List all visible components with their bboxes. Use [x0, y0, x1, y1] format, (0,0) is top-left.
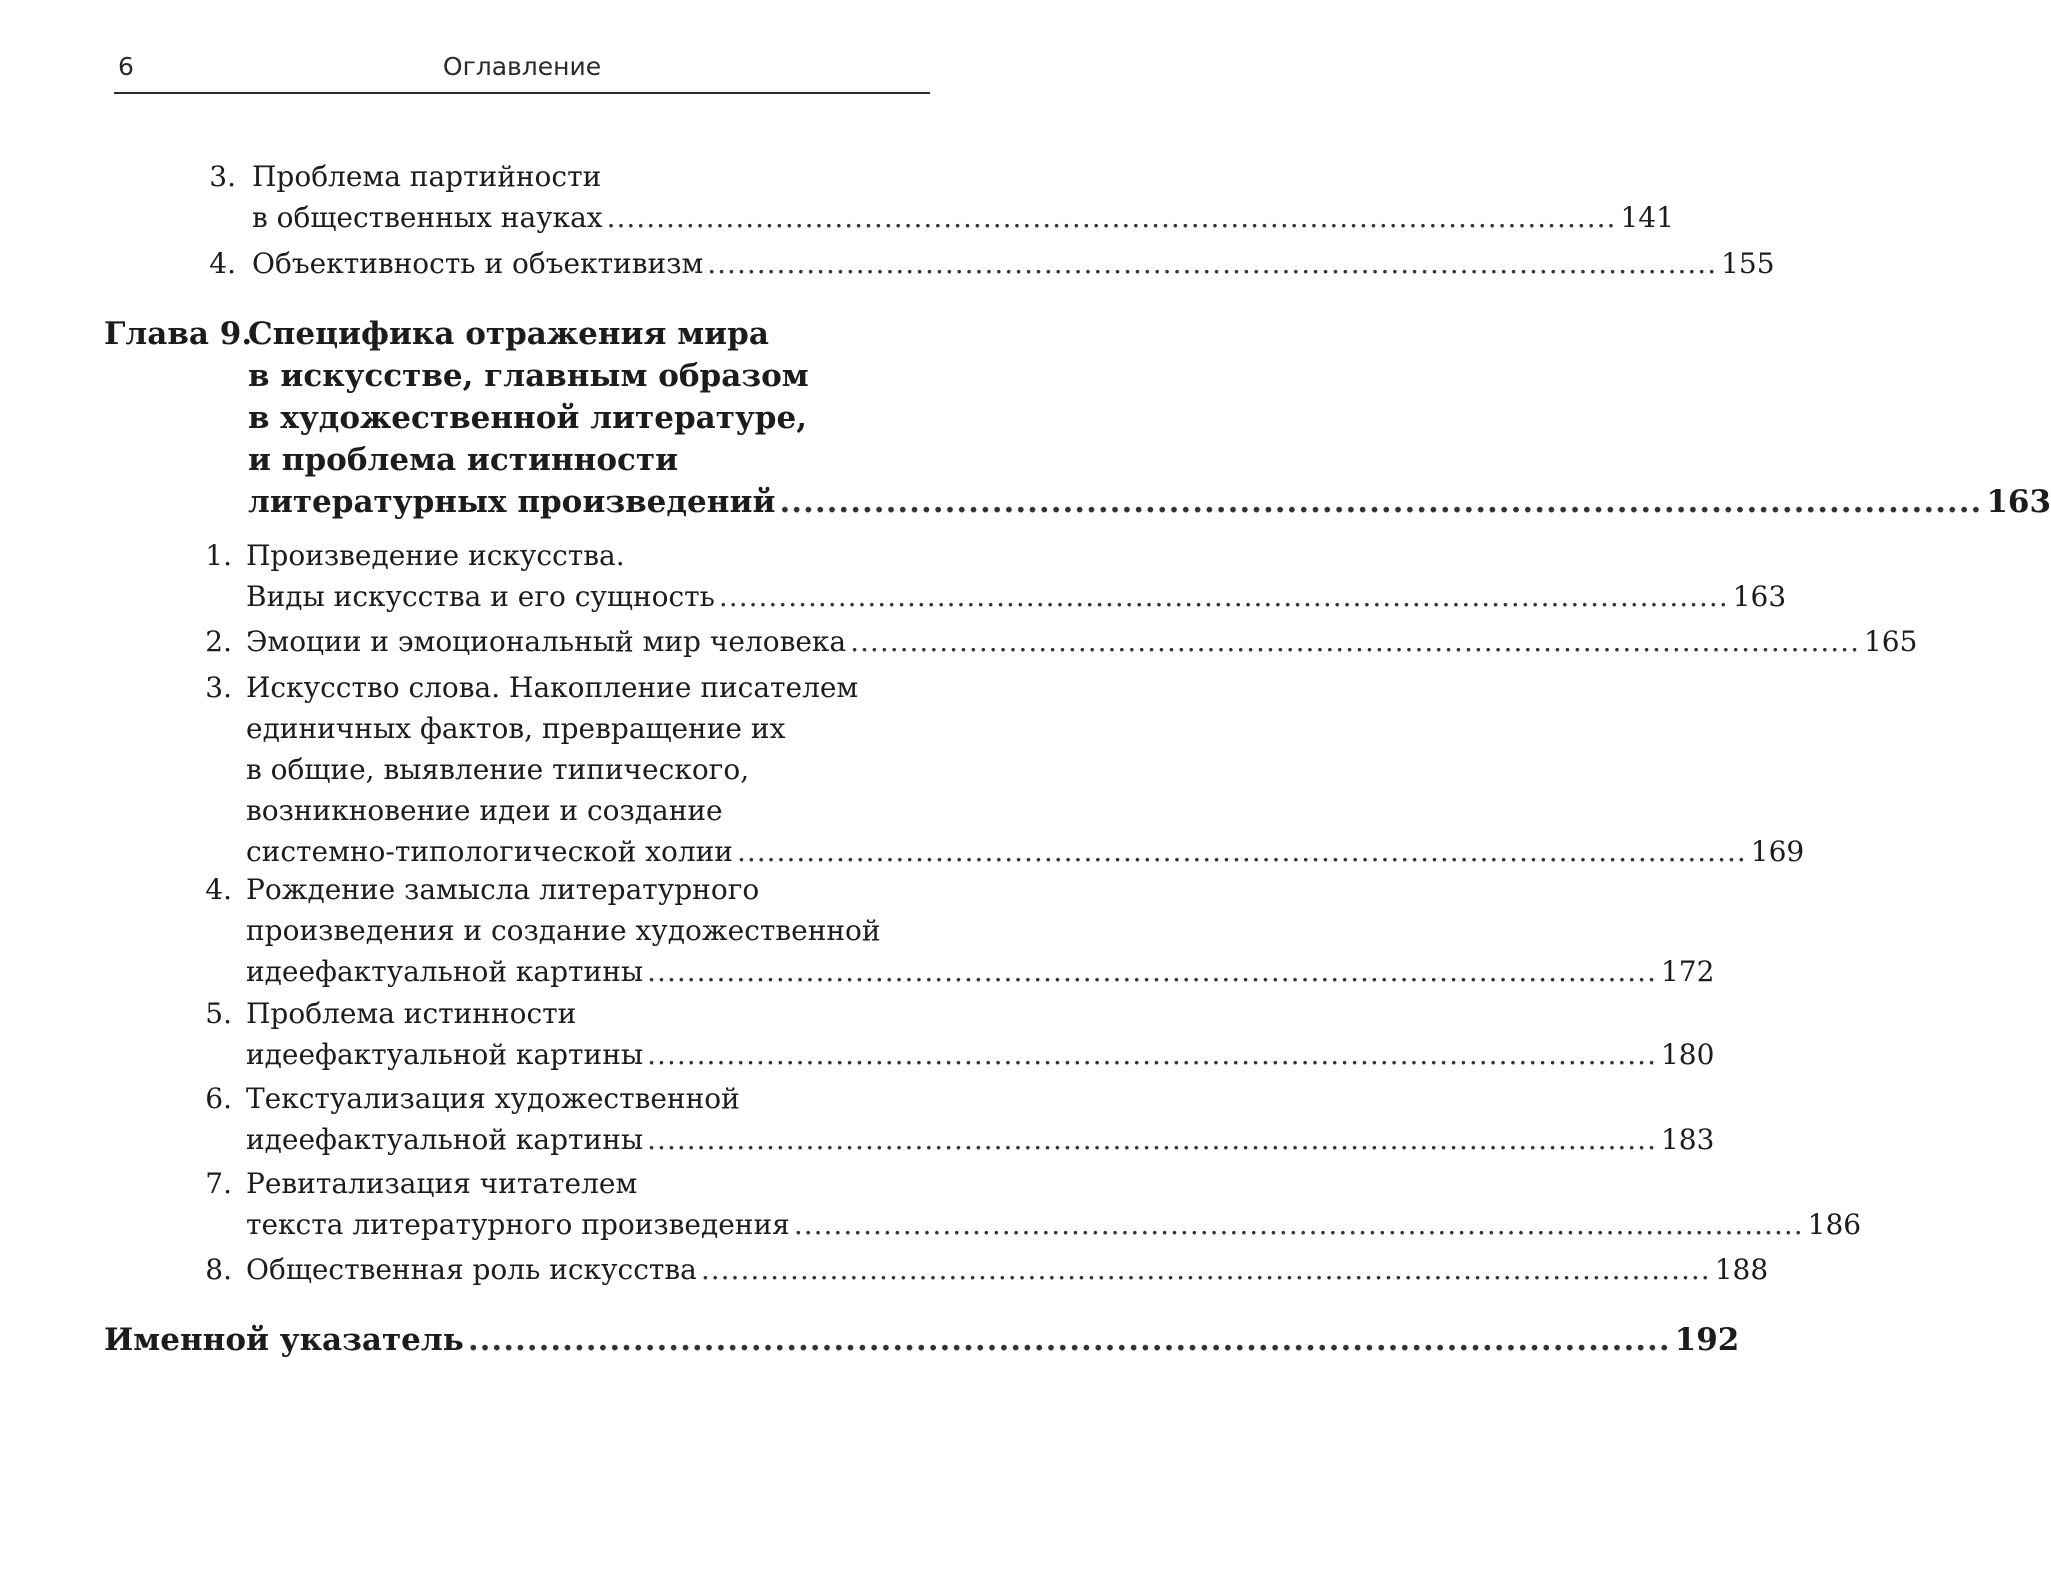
toc-entry-page: 183 [1660, 1123, 1715, 1156]
toc-entry-page: 169 [1750, 835, 1805, 868]
dot-leader: ...................................................................................................... [647, 1123, 1657, 1156]
dot-leader: ...................................................................................................... [850, 625, 1860, 658]
toc-entry-title-line: идеефактуальной картины [246, 1038, 644, 1071]
toc-entry-title-line: текста литературного произведения [246, 1208, 790, 1241]
index-page: 192 [1674, 1322, 1740, 1358]
dot-leader: ...................................................................................................... [647, 1038, 1657, 1071]
chapter-title-line: литературных произведений [248, 484, 776, 520]
dot-leader: ...................................................................................................... [647, 955, 1657, 988]
running-header [114, 40, 930, 94]
toc-entry-title-line: Проблема истинности [246, 997, 577, 1030]
chapter-page: 163 [1986, 484, 2051, 520]
index-title: Именной указатель [104, 1322, 464, 1358]
toc-entry-title-line: в общественных науках [252, 201, 603, 234]
toc-entry-title-line: системно-типологической холии [246, 835, 733, 868]
toc-entry-number: 7. [205, 1167, 232, 1200]
toc-entry-title-line: Ревитализация читателем [246, 1167, 638, 1200]
page-number: 6 [118, 52, 134, 81]
dot-leader: ...................................................................................................... [793, 1208, 1804, 1241]
chapter-title-line: в художественной литературе, [248, 400, 807, 436]
toc-entry-number: 4. [205, 873, 232, 906]
toc-entry-title-line: Общественная роль искусства [246, 1253, 697, 1286]
chapter-title-line: и проблема истинности [248, 442, 679, 478]
toc-entry-page: 180 [1660, 1038, 1715, 1071]
toc-entry-title-line: единичных фактов, превращение их [246, 712, 786, 745]
toc-entry-title-line: Искусство слова. Накопление писателем [246, 671, 859, 704]
toc-entry-title-line: Виды искусства и его сущность [246, 580, 715, 613]
dot-leader: ...................................................................................................... [606, 201, 1617, 234]
toc-entry-page: 188 [1714, 1253, 1769, 1286]
toc-entry-title-line: Текстуализация художественной [246, 1082, 740, 1115]
toc-entry-page: 163 [1732, 580, 1787, 613]
dot-leader: ...................................................................................................... [718, 580, 1729, 613]
toc-entry-number: 2. [205, 625, 232, 658]
running-title: Оглавление [442, 52, 602, 81]
toc-index-entry[interactable] [104, 1320, 1740, 1361]
dot-leader: ...................................................................................................... [779, 484, 1983, 520]
toc-entry-number: 1. [205, 539, 232, 572]
chapter-title-line: в искусстве, главным образом [248, 358, 809, 394]
toc-entry-title-line: Эмоции и эмоциональный мир человека [246, 625, 847, 658]
toc-entry-title-line: Рождение замысла литературного [246, 873, 760, 906]
chapter-title-line: Специфика отражения мира [248, 316, 769, 352]
toc-entry-page: 165 [1863, 625, 1918, 658]
toc-entry-title-line: идеефактуальной картины [246, 1123, 644, 1156]
toc-entry-title-line: произведения и создание художественной [246, 914, 881, 947]
toc-entry-number: 8. [205, 1253, 232, 1286]
dot-leader: ...................................................................................................... [467, 1322, 1671, 1358]
dot-leader: ...................................................................................................... [736, 835, 1747, 868]
toc-entry-number: 6. [205, 1082, 232, 1115]
toc-entry-number: 3. [205, 671, 232, 704]
dot-leader: ...................................................................................................... [707, 247, 1718, 280]
toc-entry-number: 3. [209, 160, 236, 193]
chapter-label: Глава 9. [104, 316, 253, 352]
toc-entry-number: 5. [205, 997, 232, 1030]
toc-entry-title-line: Проблема партийности [252, 160, 602, 193]
toc-entry-title-line: возникновение идеи и создание [246, 794, 723, 827]
dot-leader: ...................................................................................................... [700, 1253, 1711, 1286]
toc-entry-number: 4. [209, 247, 236, 280]
toc-entry-page: 172 [1660, 955, 1715, 988]
toc-entry-page: 141 [1620, 201, 1674, 234]
toc-entry-title-line: Произведение искусства. [246, 539, 625, 572]
toc-entry-title-line: в общие, выявление типического, [246, 753, 750, 786]
toc-entry-page: 155 [1721, 247, 1775, 280]
toc-entry-title-line: идеефактуальной картины [246, 955, 644, 988]
toc-entry-title-line: Объективность и объективизм [252, 247, 704, 280]
toc-entry-page: 186 [1807, 1208, 1862, 1241]
